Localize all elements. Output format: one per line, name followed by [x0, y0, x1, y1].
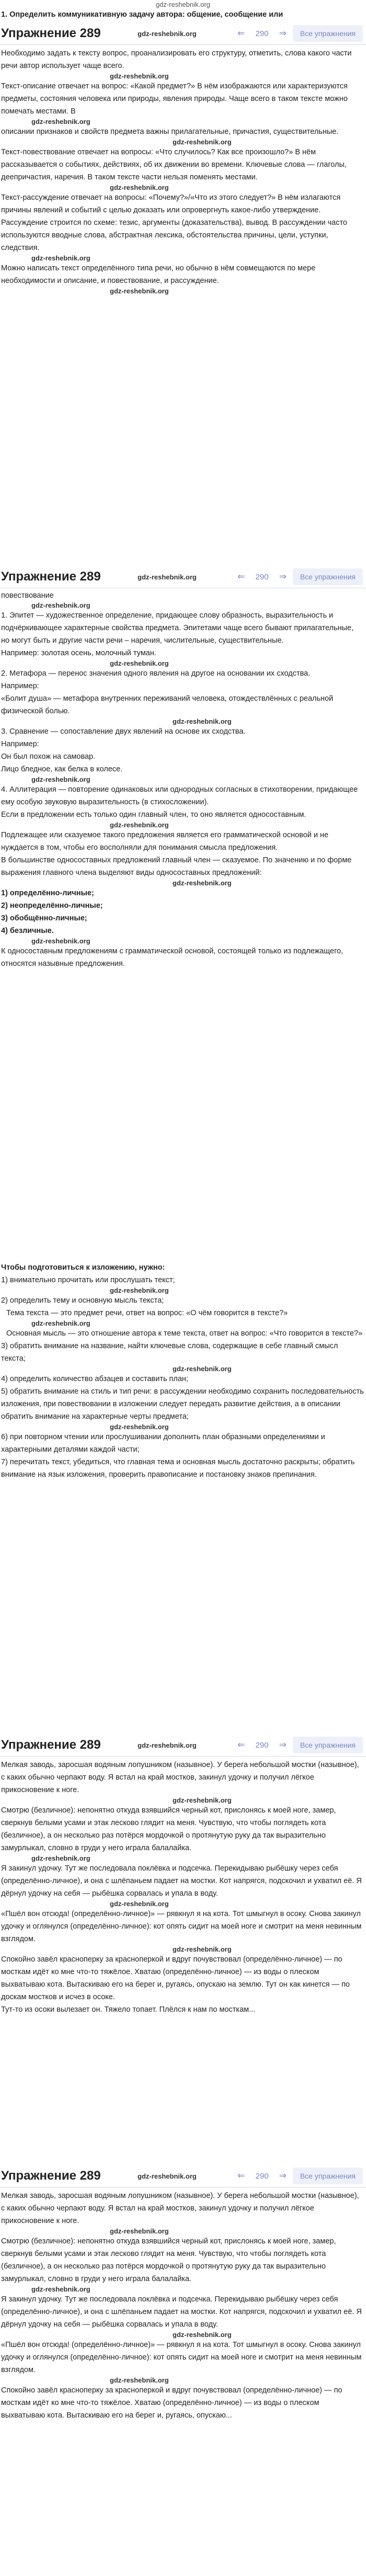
paragraph: Необходимо задать к тексту вопрос, проанализировать его структуру, отметить, слова какого части речи автор использует чаще всего.	[1, 49, 352, 70]
list-item: 1) внимательно прочитать или прослушать текст;	[1, 1276, 175, 1284]
watermark: gdz-reshebnik.org	[173, 1945, 232, 1953]
watermark: gdz-reshebnik.org	[31, 118, 90, 126]
watermark: gdz-reshebnik.org	[173, 1796, 232, 1804]
watermark: gdz-reshebnik.org	[110, 2227, 169, 2235]
exercise-nav	[233, 1737, 366, 1753]
exercise-bar	[0, 1734, 366, 1757]
all-exercises-button[interactable]: Все упражнения	[293, 568, 363, 585]
list-item: 5) обратить внимание на стиль и тип речи: в рассуждении необходимо сохранить последовательность изложения, при повествовании в изложении следует передать развитие действия, а в описании обратить внимание на характерные черты предмета;	[1, 1387, 364, 1421]
exercise-bar	[0, 22, 366, 45]
next-exercise-button[interactable]: ⇒	[279, 2171, 287, 2181]
exercise-bar	[0, 2165, 366, 2187]
watermark: gdz-reshebnik.org	[110, 72, 169, 80]
exercise-title: Упражнение 289	[1, 569, 101, 584]
watermark: gdz-reshebnik.org	[110, 1423, 169, 1431]
paragraph: Спокойно завёл красноперку за красноперкой и вдруг почувствовал (определённо-личное) — по мосткам идёт ко мне что-то тяжёлое. Хватаю (определённо-личное) — из воды о плеском выхватываю кота. Вытаскиваю его на берег и, ругаясь, опускаю на землю. Тут он как кинется — по доскам мостков и исчез в осоке.	[1, 1955, 350, 2001]
next-exercise-button[interactable]: ⇒	[279, 1740, 287, 1750]
paragraph: В большинстве односоставных предложений главный член — сказуемое. По значению и по форме выражения главного члена выделяют виды односоставных предложений:	[1, 856, 352, 877]
watermark: gdz-reshebnik.org	[138, 573, 197, 581]
paragraph: Смотрю (безличное): непонятно откуда взявшийся черный кот, прислонясь к моей ноге, замер, сверкнув белыми усами и этак лесково глядит на меня. Чувствую, что чтобы поглядеть кота (безличное), а он несколько раз потёрся мордочкой о протянутую руку да так выразительно замурлыкал, словно в груди у него играла балалайка.	[1, 2237, 336, 2283]
paragraph: Подлежащее или сказуемое такого предложения является его грамматической основой и не нуждается в том, чтобы его восполняли для понимания смысла предложения.	[1, 831, 329, 852]
watermark: gdz-reshebnik.org	[110, 1286, 169, 1294]
list-item: 7) перечитать текст, убедиться, что главная тема и основная мысль достаточно раскрыты; обратить внимание на язык изложения, проверить правописание и постановку знаков препинания.	[1, 1458, 355, 1479]
exercise-nav	[233, 2168, 366, 2184]
exercise-number-link[interactable]: 290	[255, 29, 269, 38]
paragraph: К односоставным предложениям с грамматической основой, состоящей только из подлежащего, относятся назывные предложения.	[1, 947, 344, 968]
watermark: gdz-reshebnik.org	[110, 659, 169, 667]
watermark: gdz-reshebnik.org	[173, 1365, 232, 1373]
paragraph: Он был похож на самовар.	[1, 753, 96, 761]
next-exercise-button[interactable]: ⇒	[279, 572, 287, 582]
section-2	[0, 566, 366, 1261]
exercise-nav	[233, 25, 366, 42]
watermark: gdz-reshebnik.org	[173, 138, 232, 146]
definition: Тема текста — это предмет речи, ответ на вопрос: «О чём говорится в тексте?»	[6, 1309, 288, 1317]
paragraph: Например:	[1, 682, 39, 690]
paragraph: Я закинул удочку. Тут же последовала поклёвка и подсечка. Перекидываю рыбёшку через себя (определённо-личное), и она с шлёпаньем падает на мостки. Кот напрягся, подскочил и ухватил её. Я дёрнул удочку на себя — рыбёшка сорвалась и упала в воду.	[1, 1864, 362, 1898]
paragraph: «Пшёл вон отсюда! (определённо-личное)» — рявкнул я на кота. Тот шмыгнул в осоку. Снова закинул удочку и оглянулся (определённо-личное): кот опять сидит на моей ноге и смотрит на меня невинным взглядом.	[1, 1910, 362, 1943]
paragraph: Текст-повествование отвечает на вопросы: «Что случилось? Как все произошло?» В нём рассказывается о событиях, действиях, об их движении во времени. Ключевые слова — глаголы, деепричастия, наречия. В таком тексте части нельзя поменять местами.	[1, 148, 347, 181]
list-item: 6) при повторном чтении или прослушивании дополнить план образными определениями и характерными деталями каждой части;	[1, 1433, 325, 1454]
paragraph: 1. Эпитет — художественное определение, придающее слову образность, выразительность и подчёркивающее характерные свойства предмета. Эпитетами чаще всего бывают прилагательные, но могут быть и другие части речи – наречия, числительные, существительные.	[1, 611, 354, 645]
paragraph: Я закинул удочку. Тут же последовала поклёвка и подсечка. Перекидываю рыбёшку через себя (определённо-личное), и она с шлёпаньем падает на мостки. Кот напрягся, подскочил и ухватил её. Я дёрнул удочку на себя — рыбёшка сорвалась и упала в воду.	[1, 2295, 362, 2329]
paragraph: Например: золотая осень, молочный туман.	[1, 649, 156, 657]
prev-exercise-button[interactable]: ⇐	[237, 28, 245, 38]
paragraph: Мелкая заводь, заросшая водяным лопушником (назывное). У берега небольшой мостки (назывное), с каких обычно черпают воду. Я встал на край мостков, закинул удочку и получил лёгкое прикосновение к ноге.	[1, 2192, 359, 2225]
exercise-title: Упражнение 289	[1, 26, 101, 40]
all-exercises-button[interactable]: Все упражнения	[293, 2168, 363, 2184]
paragraph: Смотрю (безличное): непонятно откуда взявшийся черный кот, прислонясь к моей ноге, замер, сверкнув белыми усами и этак лесково глядит на меня. Чувствую, что чтобы поглядеть кота (безличное), а он несколько раз потёрся мордочкой о протянутую руку да так выразительно замурлыкал, словно в груди у него играла балалайка.	[1, 1806, 336, 1852]
all-exercises-button[interactable]: Все упражнения	[293, 1737, 363, 1753]
watermark: gdz-reshebnik.org	[31, 776, 90, 783]
paragraph: 2. Метафора — перенос значения одного явления на другое на основании их сходства.	[1, 669, 311, 678]
list-item: 3) обобщённо-личные;	[1, 914, 87, 922]
watermark: gdz-reshebnik.org	[173, 717, 232, 725]
paragraph: Тут-то из осоки вылезает он. Тяжело топает. Плёлся к нам по мосткам...	[1, 2005, 256, 2014]
list-item: 4) определить количество абзацев и составить план;	[1, 1375, 188, 1383]
watermark: gdz-reshebnik.org	[31, 601, 90, 609]
section-4	[0, 1734, 366, 2163]
paragraph: «Болит душа» — метафора внутренних переживаний человека, отождествлённых с реальной физической болью.	[1, 694, 334, 715]
exercise-nav	[233, 568, 366, 585]
list-item: 4) безличные.	[1, 927, 54, 935]
watermark: gdz-reshebnik.org	[110, 821, 169, 829]
paragraph: Спокойно завёл красноперку за красноперкой и вдруг почувствовал (определённо-личное) — по мосткам идёт ко мне что-то тяжёлое. Хватаю (определённо-личное) — из воды о плеском выхватываю кота. Вытаскиваю его на берег и, ругаясь, опускаю...	[1, 2386, 342, 2420]
paragraph: Лицо бледное, как белка в колесе.	[1, 765, 123, 773]
exercise-bar	[0, 566, 366, 588]
watermark: gdz-reshebnik.org	[138, 1741, 197, 1749]
watermark: gdz-reshebnik.org	[110, 184, 169, 191]
prev-exercise-button[interactable]: ⇐	[237, 2171, 245, 2181]
task-heading: 1. Определить коммуникативную задачу автора: общение, сообщение или	[1, 10, 283, 19]
watermark: gdz-reshebnik.org	[31, 937, 90, 945]
paragraph: Например:	[1, 740, 39, 748]
list-item: 3) обратить внимание на название, найти ключевые слова, содержащие в себе главный смысл текста;	[1, 1342, 338, 1363]
section-5	[0, 2165, 366, 2576]
watermark: gdz-reshebnik.org	[110, 2376, 169, 2384]
next-exercise-button[interactable]: ⇒	[279, 28, 287, 38]
paragraph: 3. Сравнение — сопоставление двух явлений на основе их сходства.	[1, 727, 246, 736]
exercise-title: Упражнение 289	[1, 1738, 101, 1752]
list-item: 1) определённо-личные;	[1, 889, 94, 897]
exercise-title: Упражнение 289	[1, 2169, 101, 2183]
paragraph: описании признаков и свойств предмета важны прилагательные, причастия, существительные.	[1, 128, 339, 136]
paragraph: Можно написать текст определённого типа речи, но обычно в нём совмещаются по мере необходимости и описание, и повествование, и рассуждение.	[1, 264, 316, 285]
prev-exercise-button[interactable]: ⇐	[237, 572, 245, 582]
paragraph: «Пшёл вон отсюда! (определённо-личное)» — рявкнул я на кота. Тот шмыгнул в осоку. Снова закинул удочку и оглянулся (определённо-личное): кот опять сидит на моей ноге и смотрит на меня невинным взглядом.	[1, 2341, 362, 2374]
prev-exercise-button[interactable]: ⇐	[237, 1740, 245, 1750]
watermark: gdz-reshebnik.org	[31, 1854, 90, 1862]
section-1	[0, 9, 366, 564]
watermark: gdz-reshebnik.org	[110, 287, 169, 295]
watermark: gdz-reshebnik.org	[173, 879, 232, 887]
list-item: 2) определить тему и основную мысль текста;	[1, 1296, 164, 1305]
watermark: gdz-reshebnik.org	[138, 2172, 197, 2180]
paragraph: повествование	[1, 591, 54, 600]
watermark: gdz-reshebnik.org	[173, 2331, 232, 2339]
paragraph: Текст-рассуждение отвечает на вопросы: «Почему?»/«Что из этого следует?» В нём излагаются причины явлений и событий с целью доказать или опровергнуть какое-либо утверждение. Рассуждение строится по схеме: тезис, аргументы (доказательства), вывод. В рассуждении часто используются вводные слова, абстрактная лексика, обстоятельства причины, цели, уступки, следствия.	[1, 193, 347, 252]
paragraph: Мелкая заводь, заросшая водяным лопушником (назывное). У берега небольшой мостки (назывное), с каких обычно черпают воду. Я встал на край мостков, закинул удочку и получил лёгкое прикосновение к ноге.	[1, 1761, 359, 1794]
watermark: gdz-reshebnik.org	[31, 2285, 90, 2293]
watermark: gdz-reshebnik.org	[31, 254, 90, 262]
watermark: gdz-reshebnik.org	[31, 1319, 90, 1327]
watermark: gdz-reshebnik.org	[110, 1900, 169, 1908]
exercise-number-link[interactable]: 290	[255, 572, 269, 582]
section-3	[0, 1261, 366, 1732]
exercise-number-link[interactable]: 290	[255, 2171, 269, 2181]
site-name[interactable]: gdz-reshebnik.org	[155, 1, 211, 8]
definition: Основная мысль — это отношение автора к теме текста, ответ на вопрос: «Что говорится в тексте?»	[6, 1329, 363, 1338]
watermark: gdz-reshebnik.org	[138, 29, 197, 38]
list-item: 2) неопределённо-личные;	[1, 902, 103, 910]
paragraph: Если в предложении есть только один главный член, то оно является односоставным.	[1, 811, 306, 819]
paragraph: Текст-описание отвечает на вопрос: «Какой предмет?» В нём изображаются или характеризуются предметы, состояния человека или природы, явления природы. Чаще всего в таком тексте можно помечать местами. В	[1, 82, 348, 116]
all-exercises-button[interactable]: Все упражнения	[293, 25, 363, 42]
section-heading: Чтобы подготовиться к изложению, нужно:	[1, 1263, 165, 1272]
paragraph: 4. Аллитерация — повторение одинаковых или однородных согласных в стихотворении, придающее ему особую звуковую выразительность (в стихосложении).	[1, 785, 358, 806]
exercise-number-link[interactable]: 290	[255, 1740, 269, 1750]
